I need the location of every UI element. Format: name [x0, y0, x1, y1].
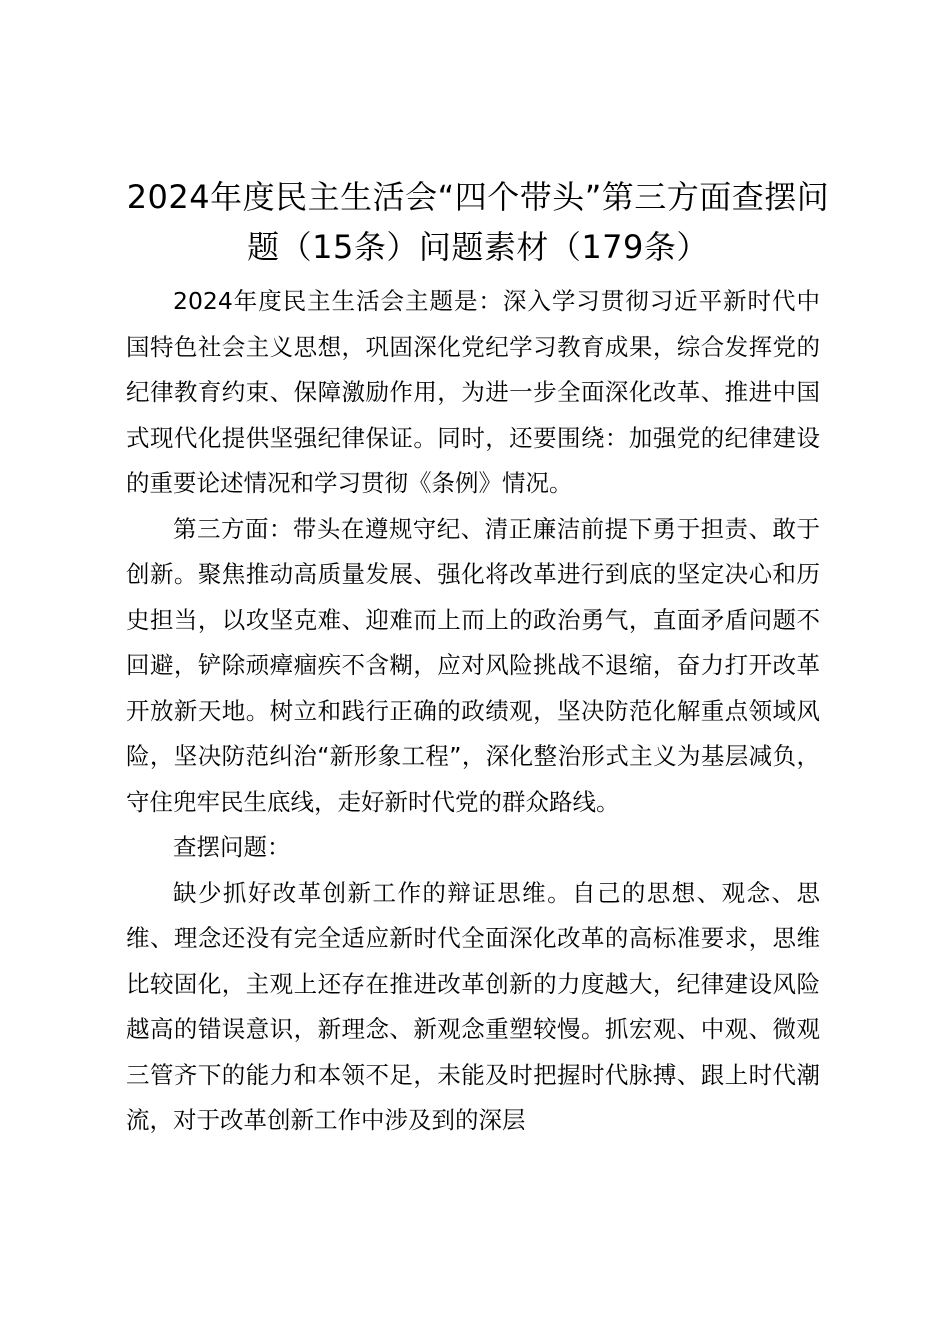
paragraph-issue-1: 缺少抓好改革创新工作的辩证思维。自己的思想、观念、思维、理念还没有完全适应新时代全面深化改革的高标准要求，思维比较固化，主观上还存在推进改革创新的力度越大，纪律建设风险越高的错误意识，新理念、新观念重塑较慢。抓宏观、中观、微观三管齐下的能力和本领不足，未能及时把握时代脉搏、跟上时代潮流，对于改革创新工作中涉及到的深层 [126, 878, 820, 1134]
paragraph-theme: 2024年度民主生活会主题是：深入学习贯彻习近平新时代中国特色社会主义思想，巩固深化党纪学习教育成果，综合发挥党的纪律教育约束、保障激励作用，为进一步全面深化改革、推进中国式现代化提供坚强纪律保证。同时，还要围绕：加强党的纪律建设的重要论述情况和学习贯彻《条例》情况。 [126, 287, 820, 497]
paragraph-issues-heading: 查摆问题： [173, 833, 291, 861]
paragraph-third-aspect: 第三方面：带头在遵规守纪、清正廉洁前提下勇于担责、敢于创新。聚焦推动高质量发展、强化将改革进行到底的坚定决心和历史担当，以攻坚克难、迎难而上而上的政治勇气，直面矛盾问题不回避，铲除顽瘴痼疾不含糊，应对风险挑战不退缩，奋力打开改革开放新天地。树立和践行正确的政绩观，坚决防范化解重点领域风险，坚决防范纠治“新形象工程”，深化整治形式主义为基层减负，守住兜牢民生底线，走好新时代党的群众路线。 [126, 514, 820, 816]
document-title: 2024年度民主生活会“四个带头”第三方面查摆问题（15条）问题素材（179条） [126, 178, 830, 266]
document-body [126, 279, 820, 1144]
